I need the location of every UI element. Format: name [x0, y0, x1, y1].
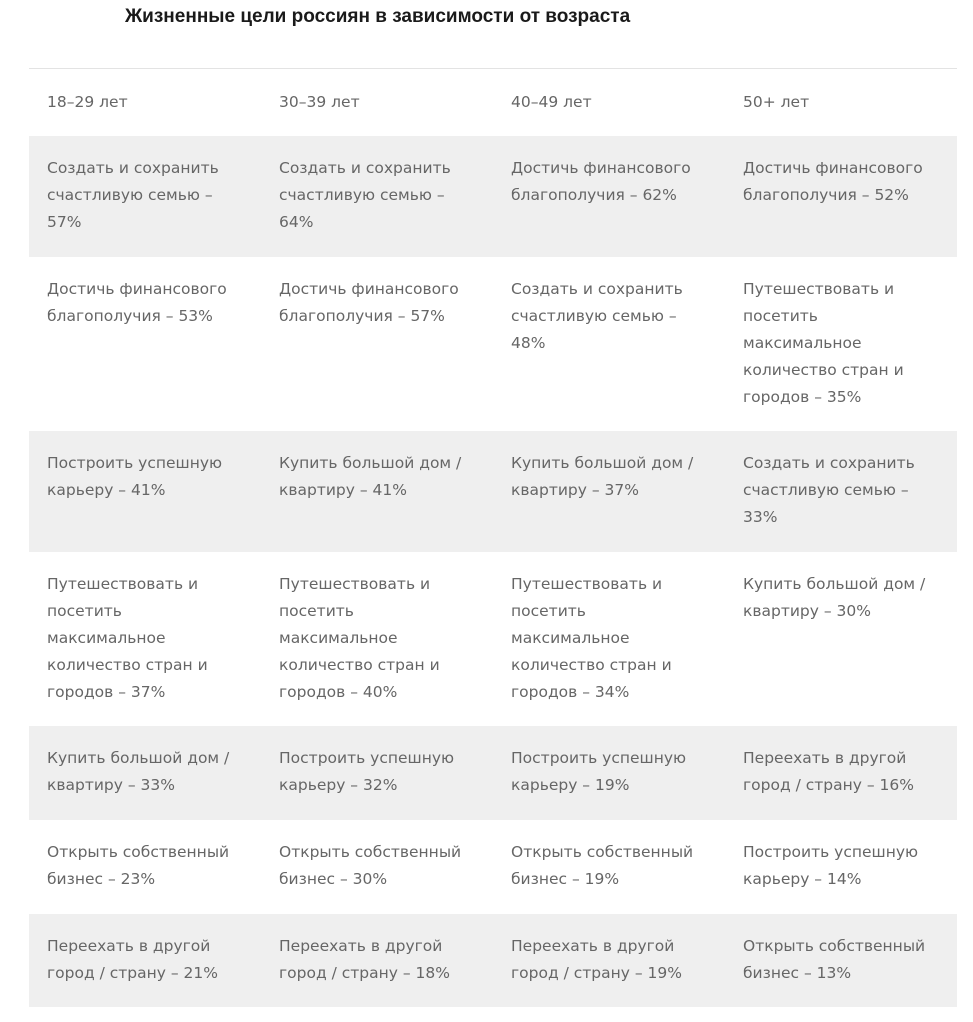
table-cell: Переехать в другой город / страну – 19%	[511, 936, 682, 982]
table-header-row	[29, 69, 957, 136]
table-cell: Создать и сохранить счастливую семью – 33%	[743, 453, 915, 526]
table-cell: Открыть собственный бизнес – 13%	[743, 936, 926, 982]
table-row	[29, 136, 957, 257]
table-cell: Построить успешную карьеру – 19%	[511, 748, 687, 794]
table-cell: Путешествовать и посетить максимальное количество стран и городов – 37%	[47, 574, 208, 701]
header-age-18-29: 18–29 лет	[47, 93, 128, 111]
table-row	[29, 552, 957, 726]
table-cell: Создать и сохранить счастливую семью – 64%	[279, 158, 451, 231]
table-cell: Переехать в другой город / страну – 18%	[279, 936, 450, 982]
table-row	[29, 820, 957, 914]
table-cell: Создать и сохранить счастливую семью – 57%	[47, 158, 219, 231]
table-cell: Достичь финансового благополучия – 62%	[511, 158, 691, 204]
table-cell: Купить большой дом / квартиру – 33%	[47, 748, 230, 794]
table-cell: Построить успешную карьеру – 14%	[743, 842, 919, 888]
table-row	[29, 257, 957, 431]
table-cell: Путешествовать и посетить максимальное количество стран и городов – 40%	[279, 574, 440, 701]
table-cell: Переехать в другой город / страну – 16%	[743, 748, 914, 794]
table-cell: Купить большой дом / квартиру – 30%	[743, 574, 926, 620]
table-cell: Открыть собственный бизнес – 23%	[47, 842, 230, 888]
table-cell: Создать и сохранить счастливую семью – 48%	[511, 279, 683, 352]
header-age-50-plus: 50+ лет	[743, 93, 810, 111]
table-row	[29, 431, 957, 552]
header-age-40-49: 40–49 лет	[511, 93, 592, 111]
table-cell: Построить успешную карьеру – 32%	[279, 748, 455, 794]
table-cell: Путешествовать и посетить максимальное количество стран и городов – 34%	[511, 574, 672, 701]
page-title: Жизненные цели россиян в зависимости от возраста	[125, 6, 631, 27]
table-cell: Достичь финансового благополучия – 52%	[743, 158, 923, 204]
header-age-30-39: 30–39 лет	[279, 93, 360, 111]
table-row	[29, 914, 957, 1007]
table-cell: Купить большой дом / квартиру – 37%	[511, 453, 694, 499]
table-cell: Открыть собственный бизнес – 30%	[279, 842, 462, 888]
table-row	[29, 726, 957, 820]
table-cell: Достичь финансового благополучия – 53%	[47, 279, 227, 325]
table-cell: Купить большой дом / квартиру – 41%	[279, 453, 462, 499]
life-goals-table	[29, 68, 957, 1007]
table-cell: Переехать в другой город / страну – 21%	[47, 936, 218, 982]
table-cell: Путешествовать и посетить максимальное количество стран и городов – 35%	[743, 279, 904, 406]
table-cell: Построить успешную карьеру – 41%	[47, 453, 223, 499]
table-cell: Открыть собственный бизнес – 19%	[511, 842, 694, 888]
table-cell: Достичь финансового благополучия – 57%	[279, 279, 459, 325]
